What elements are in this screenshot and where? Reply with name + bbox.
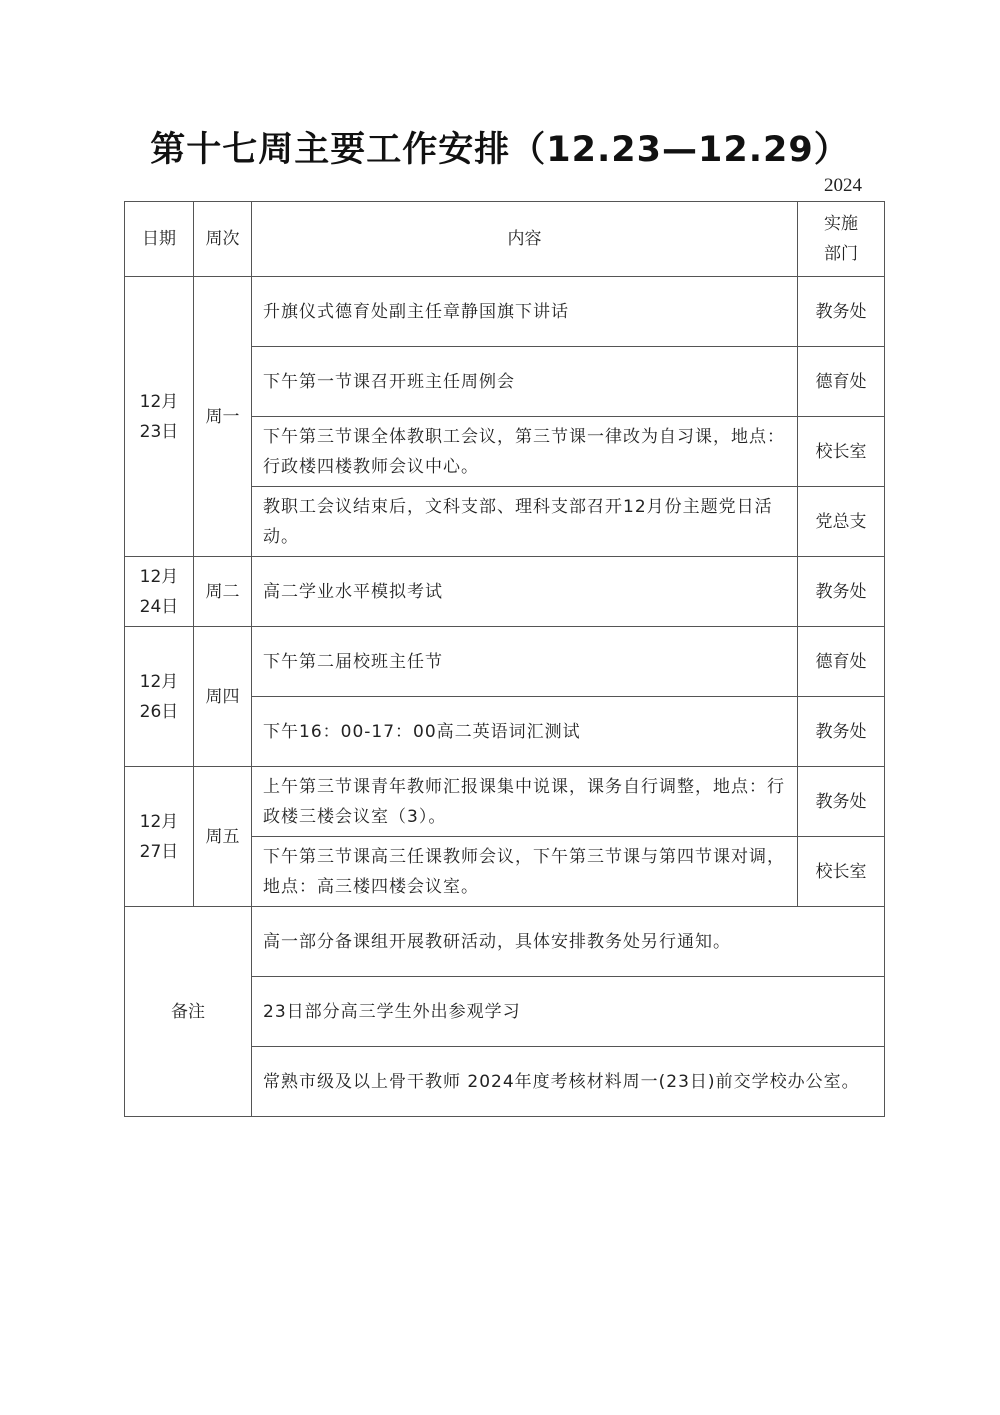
dept-cell: 教务处 (798, 767, 885, 837)
content-cell: 下午第三节课全体教职工会议，第三节课一律改为自习课，地点：行政楼四楼教师会议中心。 (252, 417, 798, 487)
dept-cell: 校长室 (798, 837, 885, 907)
content-cell: 教职工会议结束后，文科支部、理科支部召开12月份主题党日活动。 (252, 487, 798, 557)
dept-cell: 教务处 (798, 697, 885, 767)
notes-row (125, 907, 885, 977)
table-row (125, 557, 885, 627)
content-cell: 下午第一节课召开班主任周例会 (252, 347, 798, 417)
weekday-cell: 周四 (194, 627, 252, 767)
content-cell: 下午第三节课高三任课教师会议，下午第三节课与第四节课对调，地点：高三楼四楼会议室。 (252, 837, 798, 907)
header-content: 内容 (252, 202, 798, 277)
content-cell: 升旗仪式德育处副主任章静国旗下讲话 (252, 277, 798, 347)
page-title: 第十七周主要工作安排（12.23—12.29） (150, 130, 850, 170)
date-cell: 12月 23日 (125, 277, 194, 557)
header-dept: 实施 部门 (798, 202, 885, 277)
content-cell: 上午第三节课青年教师汇报课集中说课，课务自行调整，地点：行政楼三楼会议室（3）。 (252, 767, 798, 837)
schedule-table (124, 201, 885, 1117)
header-week: 周次 (194, 202, 252, 277)
weekday-cell: 周二 (194, 557, 252, 627)
note-cell: 常熟市级及以上骨干教师 2024年度考核材料周一(23日)前交学校办公室。 (252, 1047, 885, 1117)
note-cell: 23日部分高三学生外出参观学习 (252, 977, 885, 1047)
dept-cell: 德育处 (798, 627, 885, 697)
weekday-cell: 周一 (194, 277, 252, 557)
content-cell: 下午第二届校班主任节 (252, 627, 798, 697)
table-row (125, 277, 885, 347)
content-cell: 下午16：00-17：00高二英语词汇测试 (252, 697, 798, 767)
header-date: 日期 (125, 202, 194, 277)
header-row (125, 202, 885, 277)
dept-cell: 校长室 (798, 417, 885, 487)
content-cell: 高二学业水平模拟考试 (252, 557, 798, 627)
dept-cell: 党总支 (798, 487, 885, 557)
year-label: 2024 (824, 175, 862, 196)
date-cell: 12月 26日 (125, 627, 194, 767)
dept-cell: 教务处 (798, 277, 885, 347)
note-cell: 高一部分备课组开展教研活动，具体安排教务处另行通知。 (252, 907, 885, 977)
date-cell: 12月 27日 (125, 767, 194, 907)
date-cell: 12月 24日 (125, 557, 194, 627)
table-row (125, 767, 885, 837)
weekday-cell: 周五 (194, 767, 252, 907)
dept-cell: 教务处 (798, 557, 885, 627)
notes-label: 备注 (125, 907, 252, 1117)
dept-cell: 德育处 (798, 347, 885, 417)
table-row (125, 627, 885, 697)
